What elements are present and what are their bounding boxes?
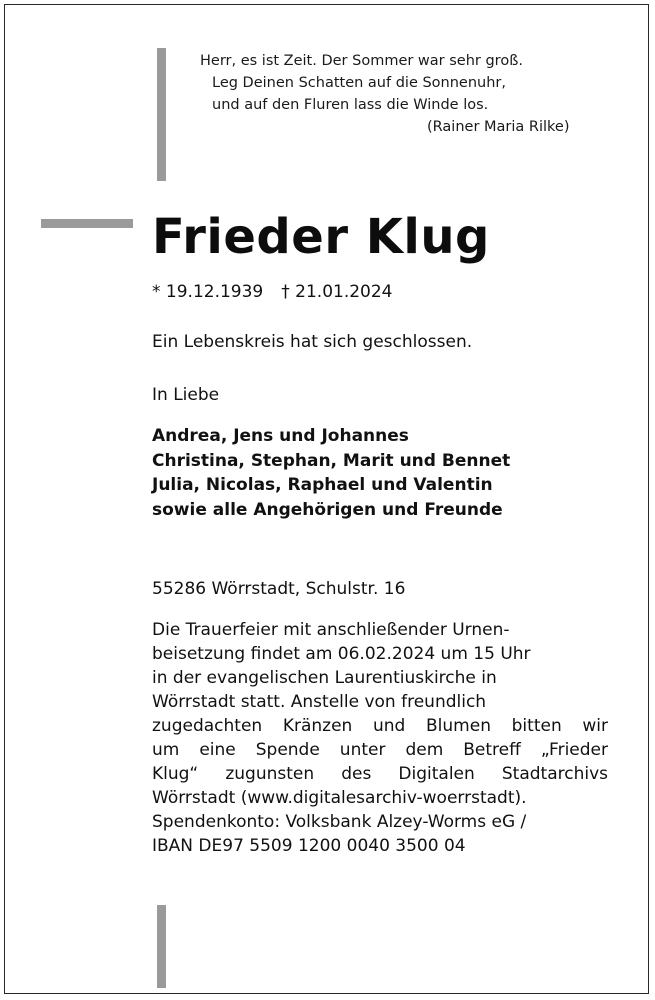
cross-bottom-bar xyxy=(157,905,166,988)
cross-left-bar xyxy=(41,219,133,228)
funeral-line: Wörrstadt statt. Anstelle von freundlich xyxy=(152,692,487,712)
death-date: † 21.01.2024 xyxy=(281,282,393,302)
funeral-line: Klug“ zugunsten des Digitalen Stadtarchivs xyxy=(152,764,608,784)
poem-line: Leg Deinen Schatten auf die Sonnenuhr, xyxy=(212,75,506,91)
family-address: 55286 Wörrstadt, Schulstr. 16 xyxy=(152,579,406,599)
cross-top-bar xyxy=(157,48,166,181)
funeral-notice xyxy=(152,618,608,858)
mourner-line: Andrea, Jens und Johannes xyxy=(152,426,409,446)
mourner-line: Julia, Nicolas, Raphael und Valentin xyxy=(152,475,493,495)
funeral-line: zugedachten Kränzen und Blumen bitten wir xyxy=(152,716,608,736)
life-dates xyxy=(152,280,393,304)
poem-line: und auf den Fluren lass die Winde los. xyxy=(212,97,489,113)
funeral-line: beisetzung findet am 06.02.2024 um 15 Uhr xyxy=(152,644,531,664)
love-line: In Liebe xyxy=(152,385,220,405)
funeral-line: Wörrstadt (www.digitalesarchiv-woerrstadt). xyxy=(152,788,527,808)
deceased-name: Frieder Klug xyxy=(152,209,490,265)
birth-date: * 19.12.1939 xyxy=(152,282,264,302)
mourner-line: Christina, Stephan, Marit und Bennet xyxy=(152,450,511,471)
closing-line: Ein Lebenskreis hat sich geschlossen. xyxy=(152,332,473,352)
funeral-line: um eine Spende unter dem Betreff „Frieder xyxy=(152,740,608,760)
funeral-line: IBAN DE97 5509 1200 0040 3500 04 xyxy=(152,836,466,856)
poem-quote xyxy=(200,50,620,138)
mourners-list xyxy=(152,424,510,522)
funeral-line: Spendenkonto: Volksbank Alzey-Worms eG / xyxy=(152,812,527,832)
poem-author: (Rainer Maria Rilke) xyxy=(427,119,570,135)
poem-line: Herr, es ist Zeit. Der Sommer war sehr groß. xyxy=(200,53,523,69)
mourner-line: sowie alle Angehörigen und Freunde xyxy=(152,499,503,520)
funeral-line: in der evangelischen Laurentiuskirche in xyxy=(152,668,497,688)
funeral-line: Die Trauerfeier mit anschließender Urnen- xyxy=(152,620,510,640)
